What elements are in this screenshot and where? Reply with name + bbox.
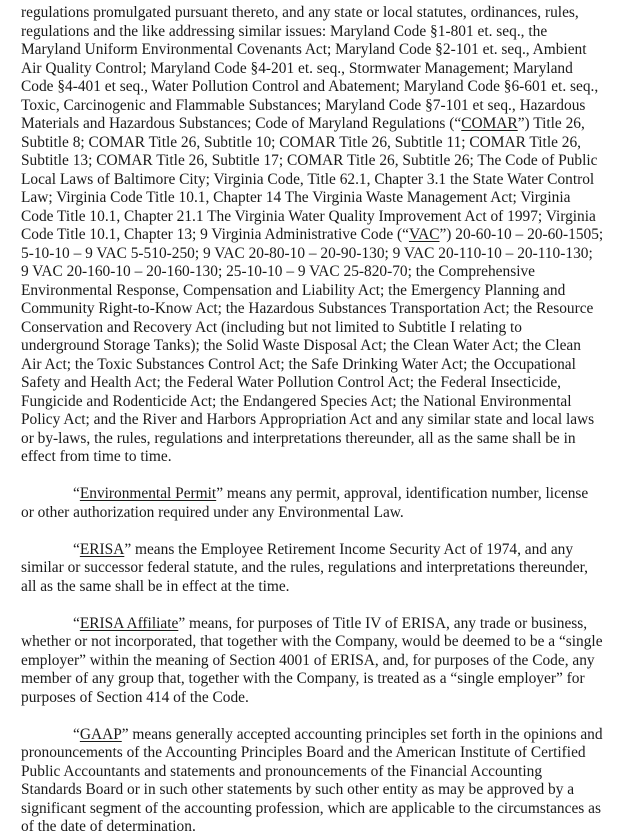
document-page (21, 4, 604, 837)
environmental-law-continuation-paragraph (21, 4, 604, 467)
open-quote: “ (73, 485, 80, 502)
paragraph-text: ”) 20-60-10 – 20-60-1505; 5-10-10 – 9 VAC 5-510-250; 9 VAC 20-80-10 – 20-90-130; 9 VAC 20-110-10 – 20-110-130; 9 VAC 20-160-10 – 20-160-130; 25-10-10 – 9 VAC 25-820-70; the Comprehensive Environmental Response, Compensation and Liability Act; the Emergency Planning and Community Right-to-Know Act; the Hazardous Substances Transportation Act; the Resource Conservation and Recovery Act (including but not limited to Subtitle I relating to underground Storage Tanks); the Solid Waste Disposal Act; the Clean Water Act; the Clean Air Act; the Toxic Substances Control Act; the Safe Drinking Water Act; the Occupational Safety and Health Act; the Federal Water Pollution Control Act; the Federal Insecticide, Fungicide and Rodenticide Act; the Endangered Species Act; the National Environmental Policy Act; and the River and Harbors Appropriation Act and any similar state and local laws or by-laws, the rules, regulations and interpretations thereunder, all as the same shall be in effect from time to time. (21, 226, 604, 465)
defined-term: ERISA Affiliate (79, 614, 179, 632)
definition-text: ” means generally accepted accounting principles set forth in the opinions and pronouncements of the Accounting Principles Board and the American Institute of Certified Public Accountants and statements and pronouncements of the Financial Accounting Standards Board or in such other statements by such other entity as may be approved by a significant segment of the accounting profession, which are applicable to the circumstances as of the date of determination. (21, 725, 603, 835)
open-quote: “ (73, 540, 80, 558)
definition-text: ” means, for purposes of Title IV of ERISA, any trade or business, whether or not incorporated, that together with the Company, would be deemed to be a “single employer” within the meaning of Section 4001 of ERISA, and, for purposes of the Code, any member of any group that, together with the Company, is treated as a “single employer” for purposes of Section 414 of the Code. (21, 614, 603, 706)
defined-term: ERISA (79, 540, 125, 558)
open-quote: “ (73, 725, 80, 743)
defined-term-vac: VAC (408, 226, 440, 243)
paragraph-text: regulations promulgated pursuant thereto, and any state or local statutes, ordinances, rules, regulations and the like addressing similar issues: Maryland Code §1-801 et. seq., the Maryland Uniform Environmental Covenants Act; Maryland Code §2-101 et. seq., Ambient Air Quality Control; Maryland Code §4-201 et. seq., Stormwater Management; Maryland Code §4-401 et seq., Water Pollution Control and Abatement; Maryland Code §6-601 et. seq., Toxic, Carcinogenic and Flammable Substances; Maryland Code §7-101 et seq., Hazardous Materials and Hazardous Substances; Code of Maryland Regulations (“ (21, 4, 599, 132)
definition-text: ” means any permit, approval, identification number, license or other authorization required under any Environmental Law. (21, 485, 589, 521)
definition-erisa (21, 541, 604, 597)
definition-erisa-affiliate (21, 615, 604, 708)
definition-gaap (21, 726, 604, 837)
open-quote: “ (73, 614, 80, 632)
paragraph-text: ”) Title 26, Subtitle 8; COMAR Title 26, Subtitle 10; COMAR Title 26, Subtitle 11; COMAR Title 26, Subtitle 13; COMAR Title 26, Subtitle 17; COMAR Title 26, Subtitle 26; The Code of Public Local Laws of Baltimore City; Virginia Code, Title 62.1, Chapter 3.1 the State Water Control Law; Virginia Code Title 10.1, Chapter 14 The Virginia Waste Management Act; Virginia Code Title 10.1, Chapter 21.1 The Virginia Water Quality Improvement Act of 1997; Virginia Code Title 10.1, Chapter 13; 9 Virginia Administrative Code (“ (21, 115, 598, 243)
defined-term: Environmental Permit (79, 485, 217, 502)
definition-environmental-permit (21, 485, 604, 522)
definition-text: ” means the Employee Retirement Income Security Act of 1974, and any similar or successor federal statute, and the rules, regulations and interpretations thereunder, all as the same shall be in effect at the time. (21, 540, 588, 595)
defined-term: GAAP (79, 725, 122, 743)
defined-term-comar: COMAR (461, 115, 518, 132)
